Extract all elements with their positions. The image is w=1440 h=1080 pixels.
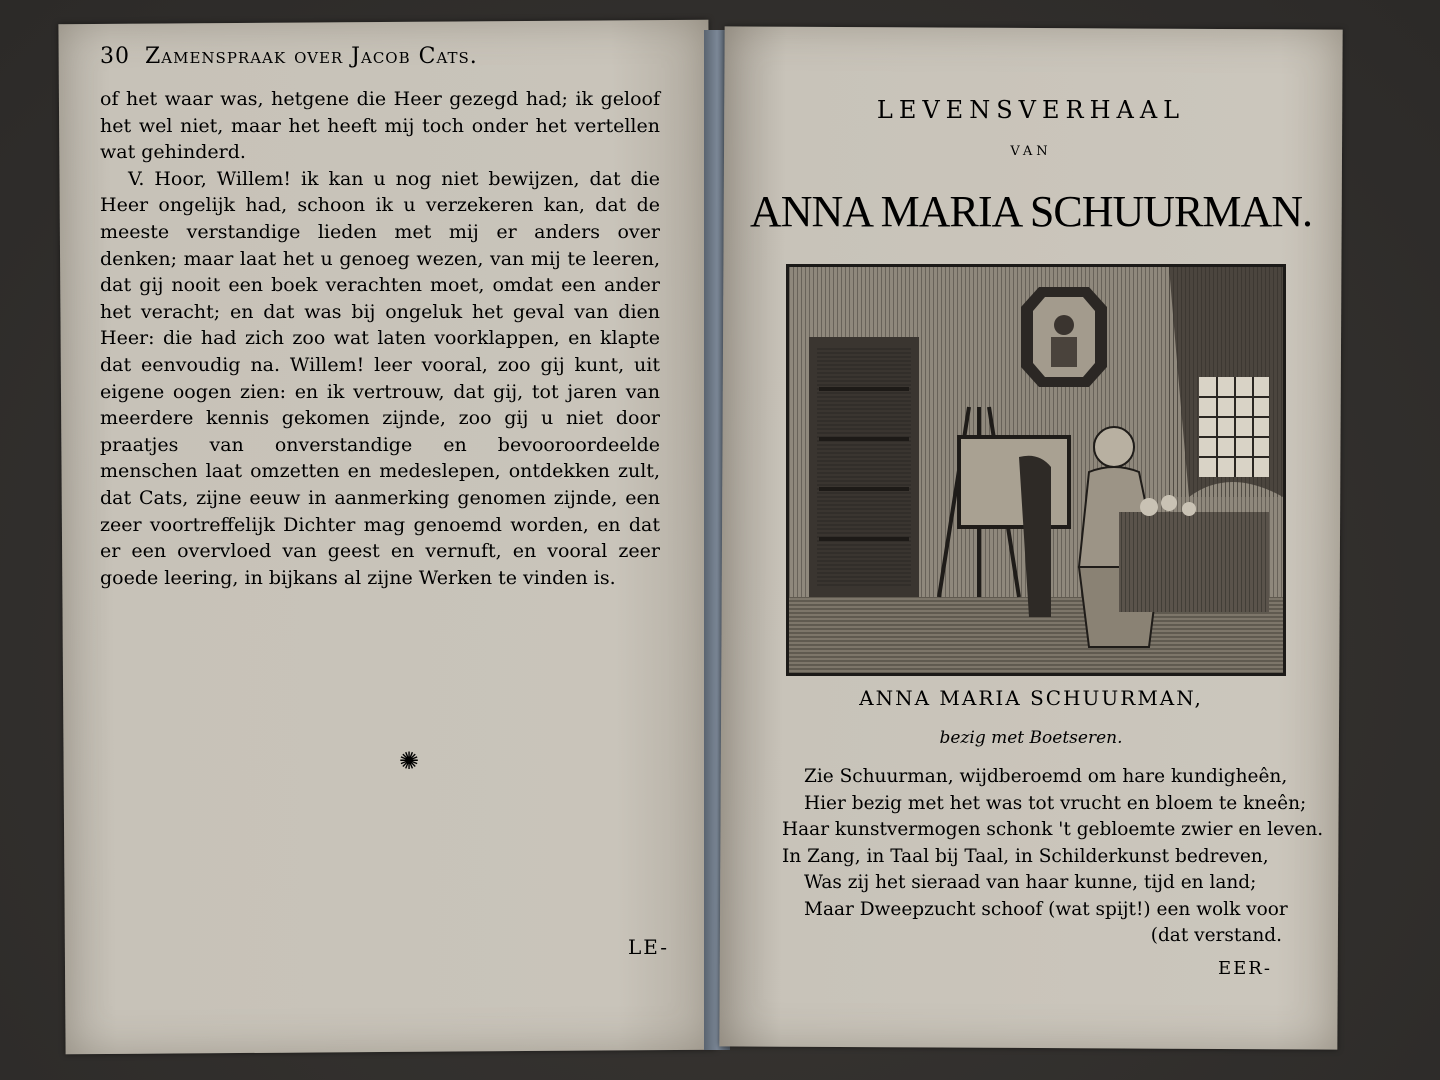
verse-block bbox=[782, 764, 1324, 950]
catchword-left: LE- bbox=[628, 935, 670, 959]
verse-line: Maar Dweepzucht schoof (wat spijt!) een wolk voor bbox=[804, 898, 1288, 920]
page-number: 30 bbox=[100, 44, 130, 69]
verse-line: Hier bezig met het was tot vrucht en bloem te kneên; bbox=[804, 792, 1307, 814]
heading-van: VAN bbox=[1010, 144, 1052, 159]
paragraph-2: V. Hoor, Willem! ik kan u nog niet bewijzen, dat die Heer ongelijk had, schoon ik u verzekeren kan, dat de meeste verstandige lieden met mij er anders over denken; maar laat het u genoeg wezen, van mij te leeren, dat gij nooit een boek verachten moet, omdat een ander het veracht; en dat was bij ongeluk het geval van dien Heer: die had zich zoo wat laten voorklappen, en klapte dat eenvoudig na. Willem! leer vooral, zoo gij kunt, uit eigene oogen zien: en ik vertrouw, dat gij, tot jaren van meerdere kennis gekomen zijnde, zoo gij u niet door praatjes van onverstandige en bevooroordeelde menschen laat omzetten en medeslepen, ontdekken zult, dat Cats, zijne eeuw in aanmerking genomen zijnde, een zeer voortreffelijk Dichter mag genoemd worden, en dat er een overvloed van geest en vernuft, en vooral zeer goede leering, in bijkans al zijne Werken te vinden is. bbox=[100, 167, 660, 589]
verse-line: Zie Schuurman, wijdberoemd om hare kundigheên, bbox=[804, 766, 1288, 787]
woodcut-illustration bbox=[786, 264, 1286, 676]
caption-name: ANNA MARIA SCHUURMAN, bbox=[859, 686, 1203, 710]
woodcut-scene-icon bbox=[789, 267, 1283, 673]
running-head bbox=[100, 44, 680, 80]
rosette-ornament-icon: ✺ bbox=[398, 747, 420, 775]
running-title: Zamenspraak over Jacob Cats. bbox=[145, 44, 478, 69]
verse-line: Haar kunstvermogen schonk 't gebloemte zwier en leven. bbox=[782, 819, 1324, 840]
verse-line: Was zij het sieraad van haar kunne, tijd en land; bbox=[804, 872, 1257, 893]
paragraph-1: of het waar was, hetgene die Heer gezegd had; ik geloof het wel niet, maar het heeft mij toch onder het vertellen wat gehinderd. bbox=[100, 88, 660, 164]
verse-line: In Zang, in Taal bij Taal, in Schilderkunst bedreven, bbox=[782, 845, 1269, 867]
subject-name: ANNA MARIA SCHUURMAN. bbox=[749, 187, 1313, 236]
chapter-heading: LEVENSVERHAAL bbox=[876, 96, 1186, 124]
catchword-right: EER- bbox=[1218, 958, 1272, 979]
verse-line: (dat verstand. bbox=[1150, 925, 1282, 946]
left-body-text bbox=[100, 86, 660, 591]
caption-subtitle: bezig met Boetseren. bbox=[939, 728, 1123, 748]
